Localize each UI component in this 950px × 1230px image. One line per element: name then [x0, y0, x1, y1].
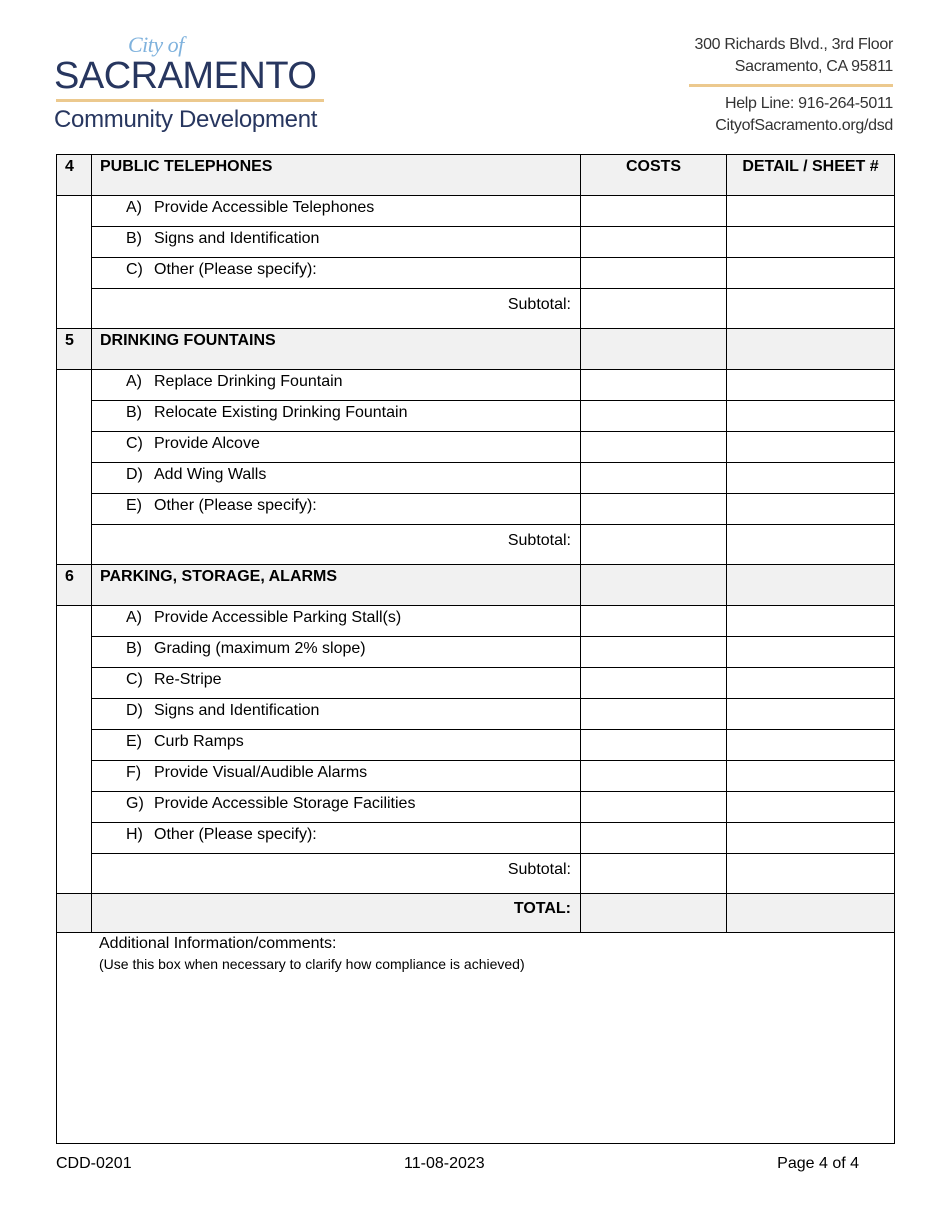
comments-row: [57, 933, 895, 1144]
subtotal-detail-input[interactable]: [727, 854, 895, 894]
table-row: [57, 606, 895, 637]
detail-input[interactable]: [727, 227, 895, 258]
section-spacer: [57, 196, 92, 329]
comments-title: Additional Information/comments:: [99, 935, 337, 952]
item-label: E) Other (Please specify):: [92, 494, 581, 525]
website-link[interactable]: CityofSacramento.org/dsd: [715, 117, 893, 134]
total-cost-input[interactable]: [581, 894, 727, 933]
total-spacer: [57, 894, 92, 933]
cost-input[interactable]: [581, 637, 727, 668]
cost-form-table: [56, 154, 895, 1144]
cost-input[interactable]: [581, 463, 727, 494]
table-row: [57, 730, 895, 761]
revision-date: 11-08-2023: [404, 1155, 485, 1172]
item-label: C) Re-Stripe: [92, 668, 581, 699]
detail-input[interactable]: [727, 432, 895, 463]
table-row: [57, 370, 895, 401]
comments-hint: (Use this box when necessary to clarify how compliance is achieved): [99, 956, 525, 972]
item-label: A) Replace Drinking Fountain: [92, 370, 581, 401]
detail-input[interactable]: [727, 637, 895, 668]
detail-input[interactable]: [727, 823, 895, 854]
table-row: [57, 761, 895, 792]
section-spacer: [57, 370, 92, 565]
table-row: [57, 401, 895, 432]
section-title: PUBLIC TELEPHONES: [92, 155, 581, 196]
table-row: [57, 258, 895, 289]
address-block: [689, 34, 893, 137]
logo-city-of: City of: [128, 32, 184, 57]
item-label: H) Other (Please specify):: [92, 823, 581, 854]
detail-input[interactable]: [727, 668, 895, 699]
section-header-detail-cell: [727, 329, 895, 370]
cost-input[interactable]: [581, 699, 727, 730]
item-label: C) Other (Please specify):: [92, 258, 581, 289]
subtotal-row: [57, 854, 895, 894]
cost-input[interactable]: [581, 606, 727, 637]
detail-input[interactable]: [727, 761, 895, 792]
section-number: 4: [57, 155, 92, 196]
subtotal-cost-input[interactable]: [581, 854, 727, 894]
address-line2: Sacramento, CA 95811: [734, 58, 893, 75]
detail-input[interactable]: [727, 258, 895, 289]
section-header-6: [57, 565, 895, 606]
item-label: A) Provide Accessible Telephones: [92, 196, 581, 227]
section-spacer: [57, 606, 92, 894]
subtotal-detail-input[interactable]: [727, 289, 895, 329]
item-label: F) Provide Visual/Audible Alarms: [92, 761, 581, 792]
item-label: G) Provide Accessible Storage Facilities: [92, 792, 581, 823]
table-row: [57, 463, 895, 494]
detail-input[interactable]: [727, 792, 895, 823]
section-title: PARKING, STORAGE, ALARMS: [92, 565, 581, 606]
column-header-detail: DETAIL / SHEET #: [727, 155, 895, 196]
detail-input[interactable]: [727, 730, 895, 761]
subtotal-row: [57, 525, 895, 565]
table-row: [57, 196, 895, 227]
subtotal-cost-input[interactable]: [581, 289, 727, 329]
item-label: B) Relocate Existing Drinking Fountain: [92, 401, 581, 432]
item-label: D) Signs and Identification: [92, 699, 581, 730]
item-label: B) Grading (maximum 2% slope): [92, 637, 581, 668]
subtotal-detail-input[interactable]: [727, 525, 895, 565]
table-row: [57, 699, 895, 730]
cost-input[interactable]: [581, 668, 727, 699]
page-number: Page 4 of 4: [777, 1155, 859, 1172]
section-header-costs-cell: [581, 565, 727, 606]
logo-divider: [56, 99, 324, 102]
item-label: D) Add Wing Walls: [92, 463, 581, 494]
detail-input[interactable]: [727, 494, 895, 525]
cost-input[interactable]: [581, 761, 727, 792]
table-row: [57, 227, 895, 258]
total-detail-input[interactable]: [727, 894, 895, 933]
section-header-detail-cell: [727, 565, 895, 606]
subtotal-label: Subtotal:: [92, 289, 581, 329]
detail-input[interactable]: [727, 606, 895, 637]
item-label: E) Curb Ramps: [92, 730, 581, 761]
detail-input[interactable]: [727, 699, 895, 730]
section-number: 6: [57, 565, 92, 606]
detail-input[interactable]: [727, 401, 895, 432]
section-header-5: [57, 329, 895, 370]
cost-input[interactable]: [581, 258, 727, 289]
table-row: [57, 792, 895, 823]
comments-box[interactable]: [57, 933, 895, 1144]
item-label: A) Provide Accessible Parking Stall(s): [92, 606, 581, 637]
logo-sacramento: SACRAMENTO: [54, 55, 317, 97]
detail-input[interactable]: [727, 370, 895, 401]
cost-input[interactable]: [581, 196, 727, 227]
total-label: TOTAL:: [92, 894, 581, 933]
table-row: [57, 494, 895, 525]
form-id: CDD-0201: [56, 1155, 132, 1172]
section-title: DRINKING FOUNTAINS: [92, 329, 581, 370]
cost-input[interactable]: [581, 401, 727, 432]
table-row: [57, 668, 895, 699]
cost-input[interactable]: [581, 227, 727, 258]
column-header-costs: COSTS: [581, 155, 727, 196]
section-number: 5: [57, 329, 92, 370]
subtotal-cost-input[interactable]: [581, 525, 727, 565]
total-row: [57, 894, 895, 933]
subtotal-row: [57, 289, 895, 329]
cost-input[interactable]: [581, 494, 727, 525]
cost-input[interactable]: [581, 432, 727, 463]
section-header-costs-cell: [581, 329, 727, 370]
item-label: C) Provide Alcove: [92, 432, 581, 463]
address-divider: [689, 84, 893, 87]
cost-input[interactable]: [581, 792, 727, 823]
detail-input[interactable]: [727, 196, 895, 227]
item-label: B) Signs and Identification: [92, 227, 581, 258]
subtotal-label: Subtotal:: [92, 525, 581, 565]
detail-input[interactable]: [727, 463, 895, 494]
cost-input[interactable]: [581, 823, 727, 854]
table-row: [57, 637, 895, 668]
table-row: [57, 432, 895, 463]
help-line: Help Line: 916-264-5011: [724, 95, 893, 112]
subtotal-label: Subtotal:: [92, 854, 581, 894]
table-row: [57, 823, 895, 854]
cost-input[interactable]: [581, 370, 727, 401]
cost-input[interactable]: [581, 730, 727, 761]
section-header-4: [57, 155, 895, 196]
logo-department: Community Development: [54, 106, 318, 133]
address-line1: 300 Richards Blvd., 3rd Floor: [694, 36, 893, 53]
